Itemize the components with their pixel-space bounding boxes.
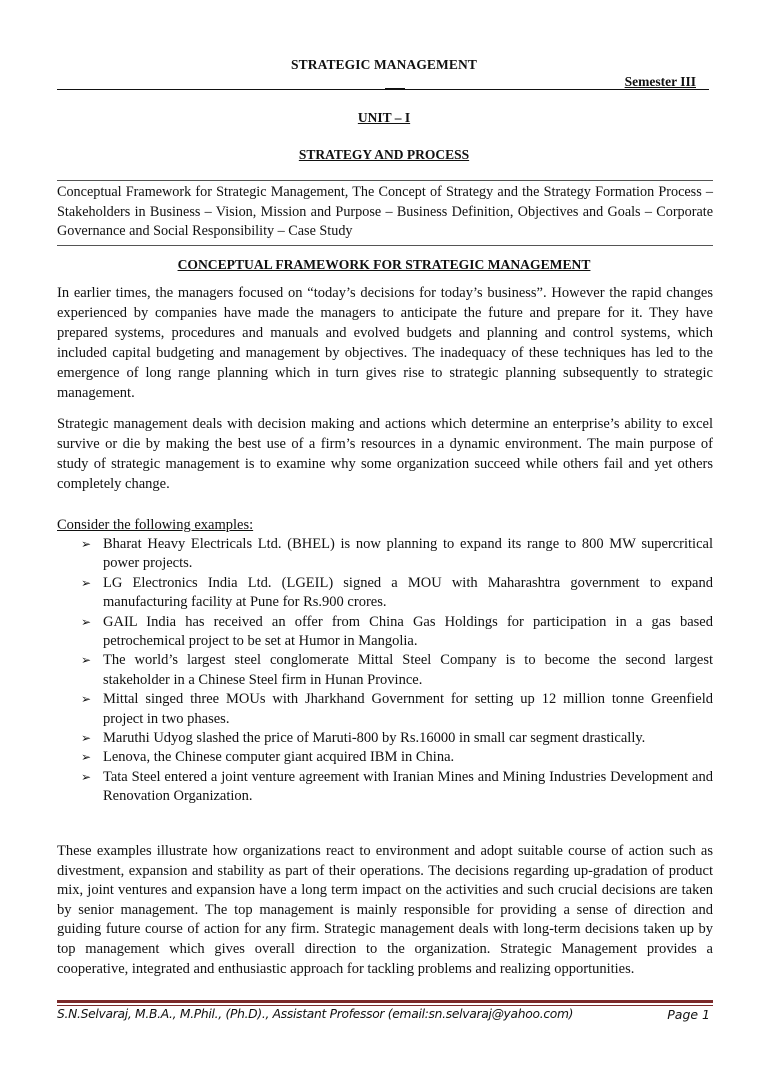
list-item-text: Bharat Heavy Electricals Ltd. (BHEL) is now planning to expand its range to 800 MW supercritical power projects. xyxy=(103,536,713,572)
arrow-bullet-icon: ➢ xyxy=(81,692,92,707)
list-item xyxy=(57,535,713,574)
list-item xyxy=(57,613,713,652)
page-number: Page 1 xyxy=(667,1007,710,1022)
list-item xyxy=(57,574,713,613)
section-heading: CONCEPTUAL FRAMEWORK FOR STRATEGIC MANAGEMENT xyxy=(177,257,591,272)
list-item xyxy=(57,651,713,690)
paragraph-closing: These examples illustrate how organizations react to environment and adopt suitable course of action such as divestment, expansion and stability as part of their operations. The decisions regarding up-gradation of product mix, joint ventures and expansion have a long term impact on the activities and such crucial decisions are taken by senior management. The top management is mainly responsible for providing a sense of direction and guiding future course of action for any firm. Strategic management deals with long-term decisions taken up by top management which gives overall direction to the organization. Strategic Management provides a cooperative, integrated and enthusiastic approach for tackling problems and realizing opportunities. xyxy=(57,843,713,977)
list-item xyxy=(57,768,713,807)
arrow-bullet-icon: ➢ xyxy=(81,750,92,765)
arrow-bullet-icon: ➢ xyxy=(81,575,92,590)
arrow-bullet-icon: ➢ xyxy=(81,731,92,746)
examples-list xyxy=(57,535,713,807)
list-item-text: Maruthi Udyog slashed the price of Maruti-800 by Rs.16000 in small car segment drastically. xyxy=(103,730,646,747)
unit-subtitle: STRATEGY AND PROCESS xyxy=(298,147,470,162)
list-item-text: The world’s largest steel conglomerate Mittal Steel Company is to become the second largest stakeholder in a Chinese Steel firm in Hunan Province. xyxy=(103,652,713,688)
arrow-bullet-icon: ➢ xyxy=(81,614,92,629)
list-item-text: LG Electronics India Ltd. (LGEIL) signed a MOU with Maharashtra government to expand manufacturing facility at Pune for Rs.900 crores. xyxy=(103,574,713,611)
list-item-text: GAIL India has received an offer from China Gas Holdings for participation in a gas based petrochemical project to be set at Humor in Mangolia. xyxy=(103,613,713,650)
list-item xyxy=(57,690,713,729)
list-item-text: Mittal singed three MOUs with Jharkhand Government for setting up 12 million tonne Greenfield project in two phases. xyxy=(103,691,713,727)
syllabus-box: Conceptual Framework for Strategic Management, The Concept of Strategy and the Strategy Formation Process – Stakeholders in Business – Vision, Mission and Purpose – Business Definition, Objectives and Goals – Corporate Governance and Social Responsibility – Case Study xyxy=(57,180,713,246)
list-item-text: Tata Steel entered a joint venture agreement with Iranian Mines and Mining Industries Development and Renovation Organization. xyxy=(103,768,713,805)
footer-author: S.N.Selvaraj, M.B.A., M.Phil., (Ph.D)., Assistant Professor (email:sn.selvaraj@yahoo.com) xyxy=(57,1007,574,1021)
list-item xyxy=(57,748,713,767)
header-rule-mark xyxy=(385,88,405,90)
paragraph-intro: In earlier times, the managers focused on “today’s decisions for today’s business”. However the rapid changes experienced by companies have made the managers to anticipate the future and prepare for it. They have prepared systems, procedures and manuals and evolved budgets and planning and control systems, which included capital budgeting and management by objectives. The inadequacy of these techniques has led to the emergence of long range planning which in turn gives rise to strategic planning subsequently to strategic management. xyxy=(57,285,713,401)
document-title: STRATEGIC MANAGEMENT xyxy=(291,57,477,72)
paragraph-definition: Strategic management deals with decision making and actions which determine an enterprise’s ability to excel survive or die by making the best use of a firm’s resources in a dynamic environment. The main purpose of study of strategic management is to examine why some organization succeed while others fail and yet others completely change. xyxy=(57,416,713,492)
arrow-bullet-icon: ➢ xyxy=(81,769,92,784)
header-rule xyxy=(57,89,709,90)
footer-rule-thick xyxy=(57,1000,713,1003)
unit-label: UNIT – I xyxy=(357,110,411,125)
arrow-bullet-icon: ➢ xyxy=(81,653,92,668)
list-item xyxy=(57,729,713,748)
semester-label: Semester III xyxy=(624,74,696,89)
examples-intro: Consider the following examples: xyxy=(57,517,254,533)
arrow-bullet-icon: ➢ xyxy=(81,537,92,551)
list-item-text: Lenova, the Chinese computer giant acquired IBM in China. xyxy=(103,749,455,766)
footer-rule-thin xyxy=(57,1005,713,1006)
